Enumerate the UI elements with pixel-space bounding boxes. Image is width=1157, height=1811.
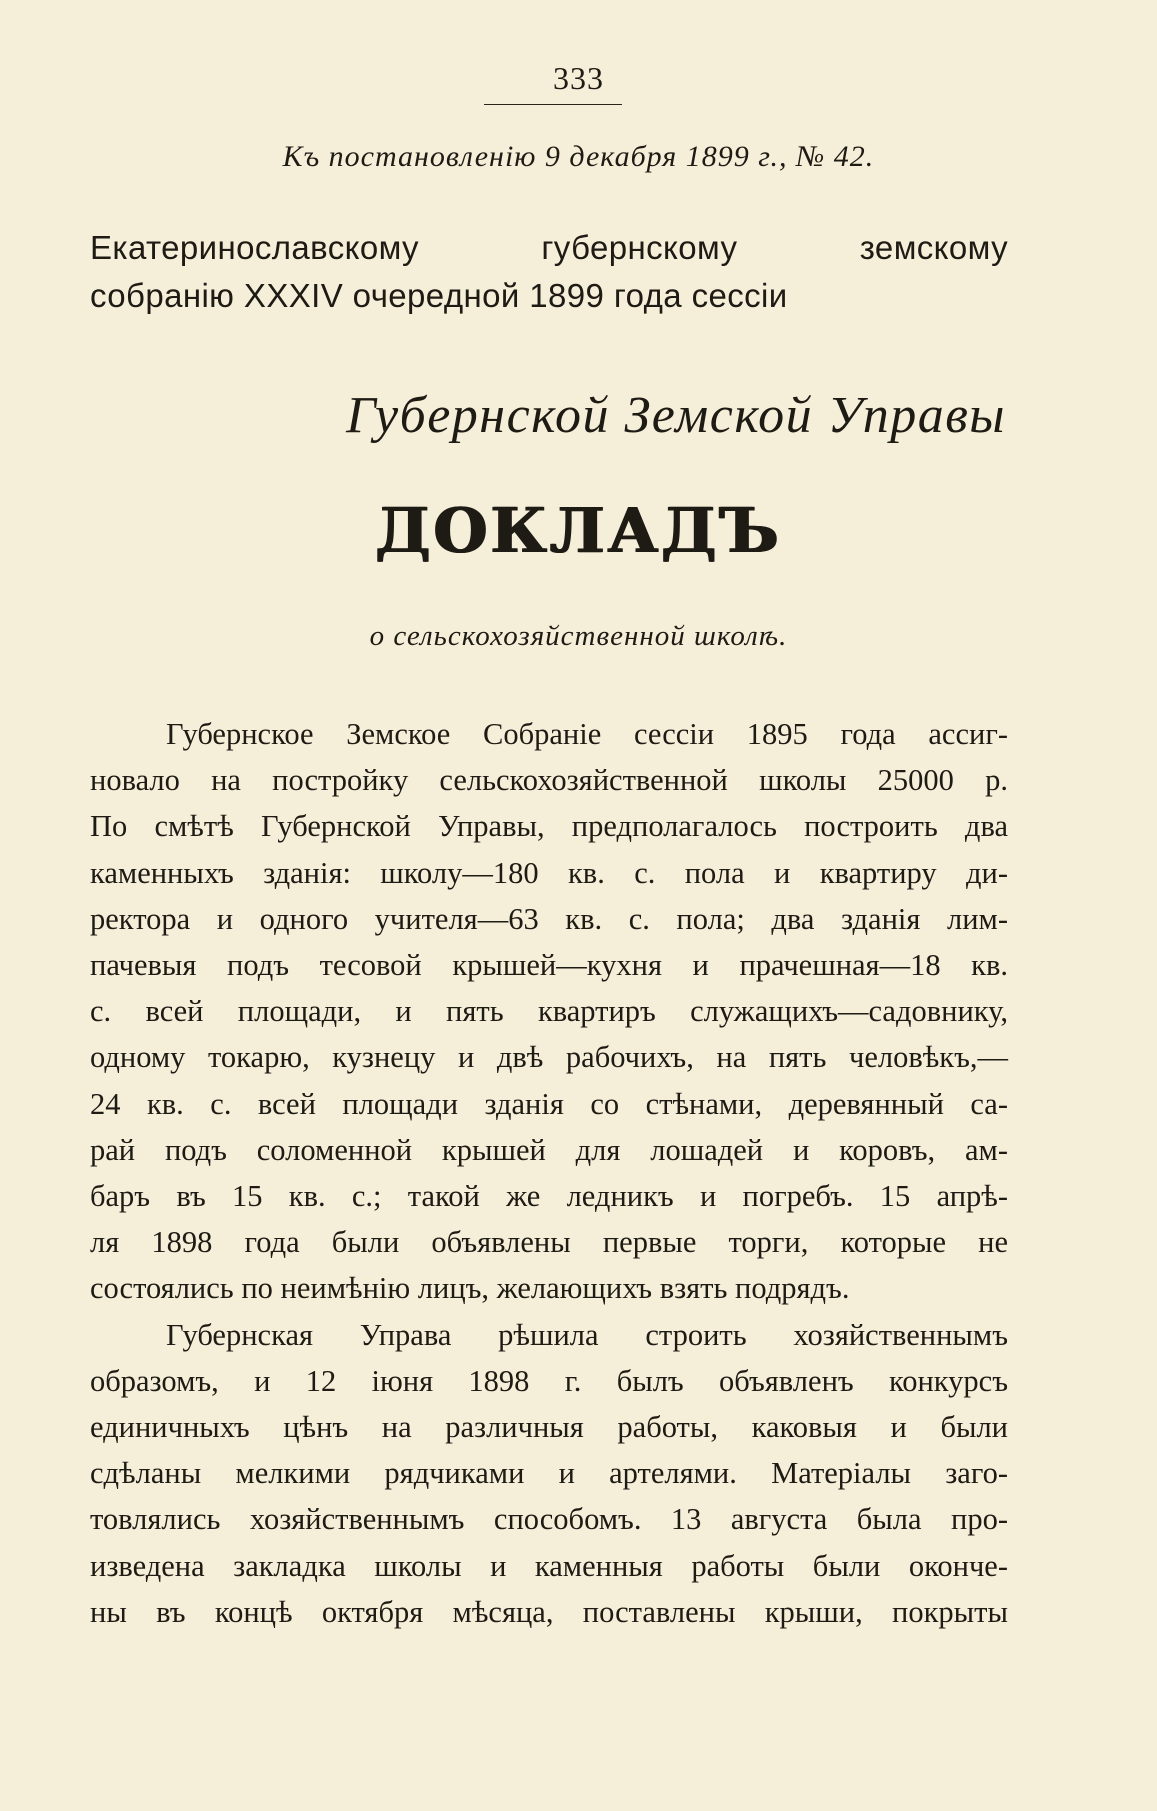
- body-line: сдѣланы мелкими рядчиками и артелями. Матеріалы заго-: [90, 1456, 1008, 1491]
- body-line: По смѣтѣ Губернской Управы, предполагалось построить два: [90, 809, 1008, 844]
- body-line: ны въ концѣ октября мѣсяца, поставлены крыши, покрыты: [90, 1594, 1008, 1629]
- body-text: [90, 711, 1008, 1635]
- body-line: новало на постройку сельскохозяйственной школы 25000 р.: [90, 763, 1008, 798]
- report-subject: о сельскохозяйственной школѣ.: [369, 620, 788, 652]
- addressee: [90, 224, 1008, 320]
- report-title: ДОКЛАДЪ: [375, 494, 782, 567]
- addressee-line-1: Екатеринославскому губернскому земскому: [90, 229, 1008, 266]
- body-line: одному токарю, кузнецу и двѣ рабочихъ, на пять человѣкъ,—: [90, 1040, 1008, 1075]
- body-line: рай подъ соломенной крышей для лошадей и коровъ, ам-: [90, 1132, 1008, 1167]
- body-line: каменныхъ зданія: школу—180 кв. с. пола и квартиру ди-: [90, 855, 1008, 890]
- body-line: ректора и одного учителя—63 кв. с. пола; два зданія лим-: [90, 901, 1008, 936]
- body-line: единичныхъ цѣнъ на различныя работы, каковыя и были: [90, 1410, 1008, 1445]
- body-line: изведена закладка школы и каменныя работы были оконче-: [90, 1548, 1008, 1583]
- body-line: 24 кв. с. всей площади зданія со стѣнами, деревянный са-: [90, 1086, 1008, 1121]
- addressee-line-2: собранію XXXIV очередной 1899 года сессіи: [90, 277, 788, 314]
- body-line: ля 1898 года были объявлены первые торги, которые не: [90, 1225, 1008, 1260]
- body-line: с. всей площади, и пять квартиръ служащихъ—садовнику,: [90, 994, 1008, 1029]
- body-line: состоялись по неимѣнію лицъ, желающихъ взять подрядъ.: [90, 1271, 850, 1306]
- body-line: Губернское Земское Собраніе сессіи 1895 года ассиг-: [166, 717, 1008, 751]
- ruling-reference: Къ постановленію 9 декабря 1899 г., № 42.: [282, 140, 875, 173]
- page-number-rule: [484, 104, 622, 105]
- body-line: баръ въ 15 кв. с.; такой же ледникъ и погребъ. 15 апрѣ-: [90, 1179, 1008, 1214]
- body-line: образомъ, и 12 іюня 1898 г. былъ объявленъ конкурсъ: [90, 1363, 1008, 1398]
- body-line: товлялись хозяйственнымъ способомъ. 13 августа была про-: [90, 1502, 1008, 1537]
- page-number: 333: [553, 60, 604, 96]
- board-title: Губернской Земской Управы: [346, 387, 1006, 444]
- body-line: Губернская Управа рѣшила строить хозяйственнымъ: [166, 1317, 1008, 1352]
- body-line: пачевыя подъ тесовой крышей—кухня и прачешная—18 кв.: [90, 948, 1008, 983]
